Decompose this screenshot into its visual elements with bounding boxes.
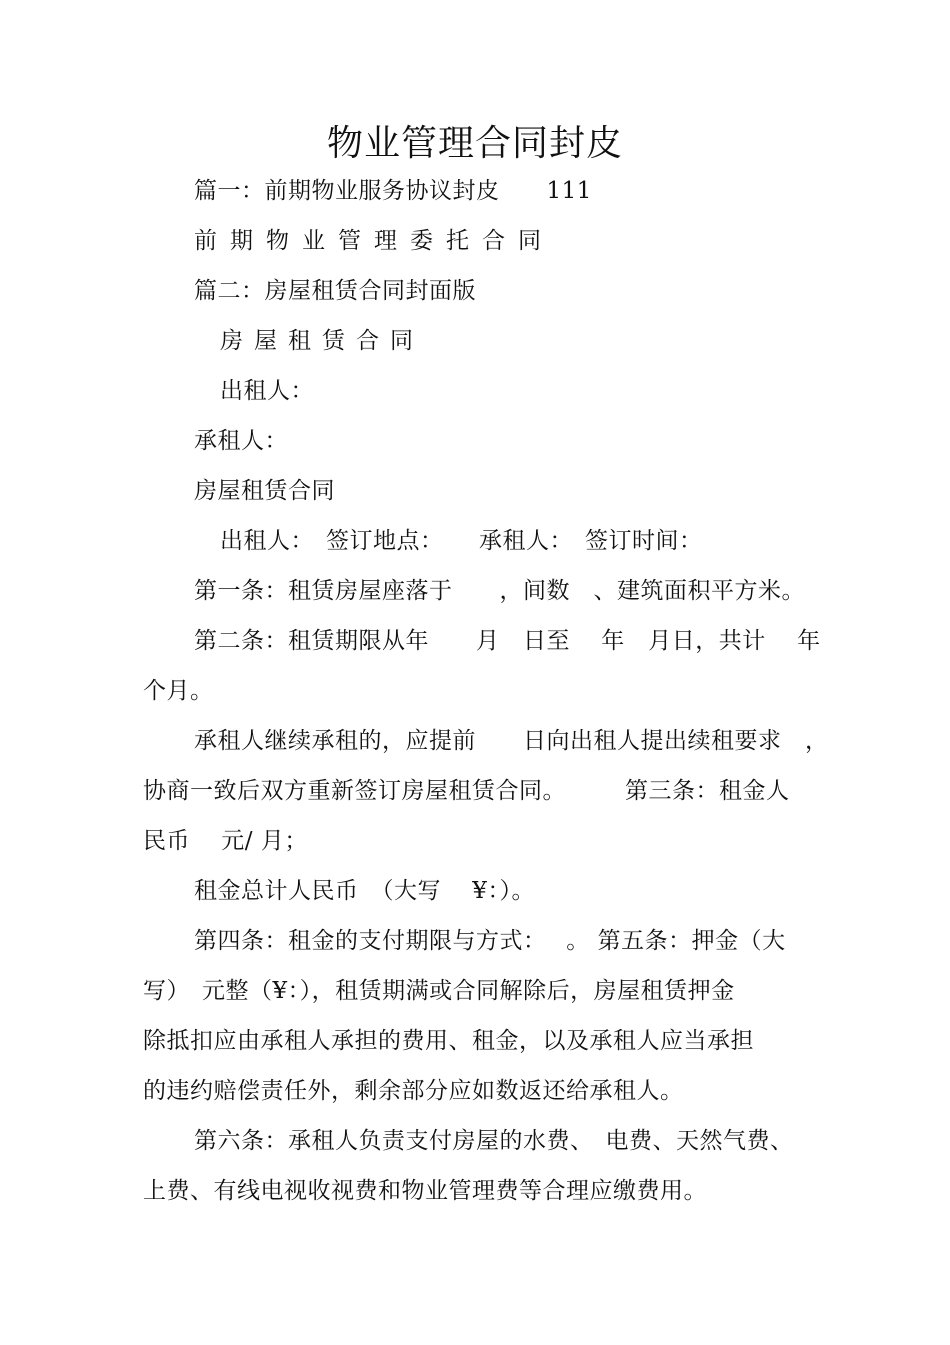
text-line-part-one-heading: 篇一：前期物业服务协议封皮 111: [194, 178, 592, 204]
text-line-signing-info: 出租人： 签订地点： 承租人： 签订时间：: [220, 528, 703, 554]
document-title: 物业管理合同封皮: [326, 123, 623, 164]
text-line-lease-contract-spaced: 房屋租赁合同: [220, 328, 424, 354]
text-line-fees: 上费、有线电视收视费和物业管理费等合理应缴费用。: [143, 1178, 707, 1204]
text-line-lessee: 承租人：: [194, 428, 288, 454]
text-line-lease-contract: 房屋租赁合同: [194, 478, 335, 504]
text-line-article-one: 第一条：租赁房屋座落于 ，间数 、建筑面积平方米。: [194, 578, 805, 604]
text-line-months: 个月。: [143, 678, 214, 704]
text-line-deposit-return: 的违约赔偿责任外，剩余部分应如数返还给承租人。: [143, 1078, 684, 1104]
text-line-article-four-five: 第四条：租金的支付期限与方式： 。 第五条：押金（大: [194, 928, 786, 954]
text-line-monthly-rent: 民币 元/ 月；: [143, 828, 308, 854]
text-line-renewal: 承租人继续承租的，应提前 日向出租人提出续租要求 ，: [194, 728, 829, 754]
text-line-deposit: 写） 元整（¥：），租赁期满或合同解除后，房屋租赁押金: [143, 978, 735, 1004]
text-line-lessor: 出租人：: [220, 378, 314, 404]
text-line-preliminary-contract: 前期物业管理委托合同: [194, 228, 554, 254]
text-line-article-six: 第六条：承租人负责支付房屋的水费、 电费、天然气费、: [194, 1128, 794, 1154]
text-line-part-two-heading: 篇二：房屋租赁合同封面版: [194, 278, 476, 304]
text-line-total-rent: 租金总计人民币 （大写 ¥：）。: [194, 878, 535, 904]
text-line-article-three: 协商一致后双方重新签订房屋租赁合同。 第三条：租金人: [143, 778, 790, 804]
text-line-deposit-deduction: 除抵扣应由承租人承担的费用、租金，以及承租人应当承担: [143, 1028, 754, 1054]
text-line-article-two: 第二条：租赁期限从年 月 日至 年 月日，共计 年: [194, 628, 821, 654]
